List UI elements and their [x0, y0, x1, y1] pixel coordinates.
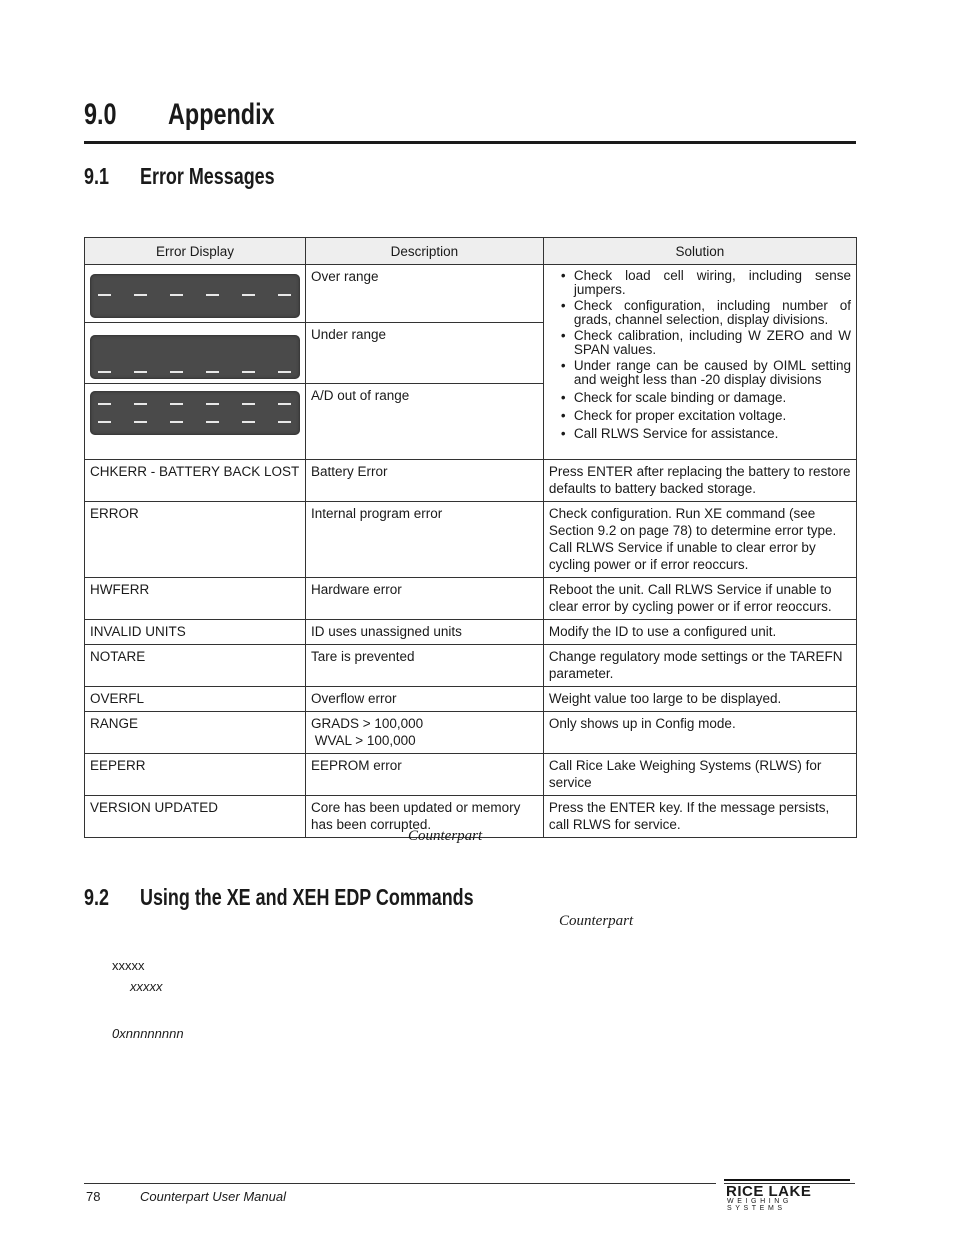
placeholder-text-italic: xxxxx — [130, 979, 163, 994]
error-display-cell: EEPERR — [85, 754, 306, 796]
column-header: Solution — [543, 238, 856, 265]
hex-placeholder-text: 0xnnnnnnnn — [112, 1026, 184, 1041]
list-item: • Check calibration, including W ZERO and W SPAN values. — [560, 328, 851, 357]
footer-divider — [84, 1183, 716, 1184]
list-item: • Call RLWS Service for assistance. — [560, 426, 779, 441]
lcd-under-range-display — [90, 335, 300, 379]
product-name-text: Counterpart — [559, 913, 634, 929]
solution-cell: Change regulatory mode settings or the TAREFN parameter. — [543, 645, 856, 687]
description-cell: Battery Error — [306, 460, 544, 502]
chapter-title: Appendix — [168, 98, 275, 131]
table-row — [85, 620, 857, 645]
page-number: 78 — [86, 1189, 101, 1204]
error-messages-table — [84, 237, 857, 838]
solution-cell: Call Rice Lake Weighing Systems (RLWS) for service — [543, 754, 856, 796]
list-item: • Check configuration, including number of grads, channel selection, display divisions. — [560, 298, 851, 327]
lcd-ad-out-of-range-display — [90, 391, 300, 435]
error-display-cell: RANGE — [85, 712, 306, 754]
chapter-heading — [84, 98, 856, 144]
table-row — [85, 687, 857, 712]
section-heading-error-messages — [84, 163, 856, 193]
error-display-cell — [85, 265, 306, 323]
description-cell: Core has been updated or memory has been corrupted. — [306, 796, 544, 838]
table-row — [85, 712, 857, 754]
section-title: Error Messages — [140, 163, 275, 189]
section-number: 9.1 — [84, 163, 109, 189]
description-cell: Overflow error — [306, 687, 544, 712]
description-cell: EEPROM error — [306, 754, 544, 796]
section-title: Using the XE and XEH EDP Commands — [140, 884, 474, 910]
section-heading-xe-commands — [84, 884, 856, 914]
rice-lake-logo — [724, 1179, 854, 1212]
error-display-cell — [85, 384, 306, 460]
error-display-cell: CHKERR - BATTERY BACK LOST — [85, 460, 306, 502]
table-row — [85, 645, 857, 687]
solution-cell: Only shows up in Config mode. — [543, 712, 856, 754]
solution-cell: Check configuration. Run XE command (see Section 9.2 on page 78) to determine error type. Call RLWS Service if unable to clear error by cycling power or if error reoccurs. — [543, 502, 856, 578]
table-row — [85, 754, 857, 796]
table-caption: Counterpart — [408, 828, 483, 844]
solution-cell: Press ENTER after replacing the battery to restore defaults to battery backed storage. — [543, 460, 856, 502]
manual-title: Counterpart User Manual — [140, 1189, 286, 1204]
logo-name: RICE LAKE — [726, 1183, 812, 1200]
error-display-cell: INVALID UNITS — [85, 620, 306, 645]
error-display-cell: VERSION UPDATED — [85, 796, 306, 838]
placeholder-text: xxxxx — [112, 958, 145, 973]
section-number: 9.2 — [84, 884, 109, 910]
description-cell: ID uses unassigned units — [306, 620, 544, 645]
error-display-cell — [85, 323, 306, 384]
error-display-cell: NOTARE — [85, 645, 306, 687]
solution-cell: Modify the ID to use a configured unit. — [543, 620, 856, 645]
column-header: Description — [306, 238, 544, 265]
error-display-cell: OVERFL — [85, 687, 306, 712]
solution-cell: Weight value too large to be displayed. — [543, 687, 856, 712]
error-display-cell: ERROR — [85, 502, 306, 578]
column-header: Error Display — [85, 238, 306, 265]
table-row — [85, 265, 857, 323]
table-row — [85, 460, 857, 502]
chapter-number: 9.0 — [84, 98, 117, 131]
table-row — [85, 502, 857, 578]
list-item: • Under range can be caused by OIML setting and weight less than -20 display divisions — [560, 358, 851, 387]
description-cell: Over range — [306, 265, 544, 323]
description-cell — [306, 712, 544, 754]
description-cell: A/D out of range — [306, 384, 544, 460]
description-cell: Internal program error — [306, 502, 544, 578]
solution-cell: Reboot the unit. Call RLWS Service if unable to clear error by cycling power or if error reoccurs. — [543, 578, 856, 620]
description-line: WVAL > 100,000 — [311, 733, 416, 748]
logo-subtitle: WEIGHING SYSTEMS — [727, 1198, 792, 1212]
table-header-row — [85, 238, 857, 265]
description-cell: Hardware error — [306, 578, 544, 620]
table-row — [85, 578, 857, 620]
list-item: • Check for proper excitation voltage. — [560, 408, 787, 423]
solution-cell: Press the ENTER key. If the message persists, call RLWS for service. — [543, 796, 856, 838]
error-display-cell: HWFERR — [85, 578, 306, 620]
lcd-over-range-display — [90, 274, 300, 318]
list-item: • Check for scale binding or damage. — [560, 390, 787, 405]
solution-cell — [543, 265, 856, 460]
solution-list — [549, 269, 851, 441]
description-line: GRADS > 100,000 — [311, 716, 424, 731]
description-cell: Under range — [306, 323, 544, 384]
description-cell: Tare is prevented — [306, 645, 544, 687]
list-item: • Check load cell wiring, including sense jumpers. — [560, 268, 851, 297]
